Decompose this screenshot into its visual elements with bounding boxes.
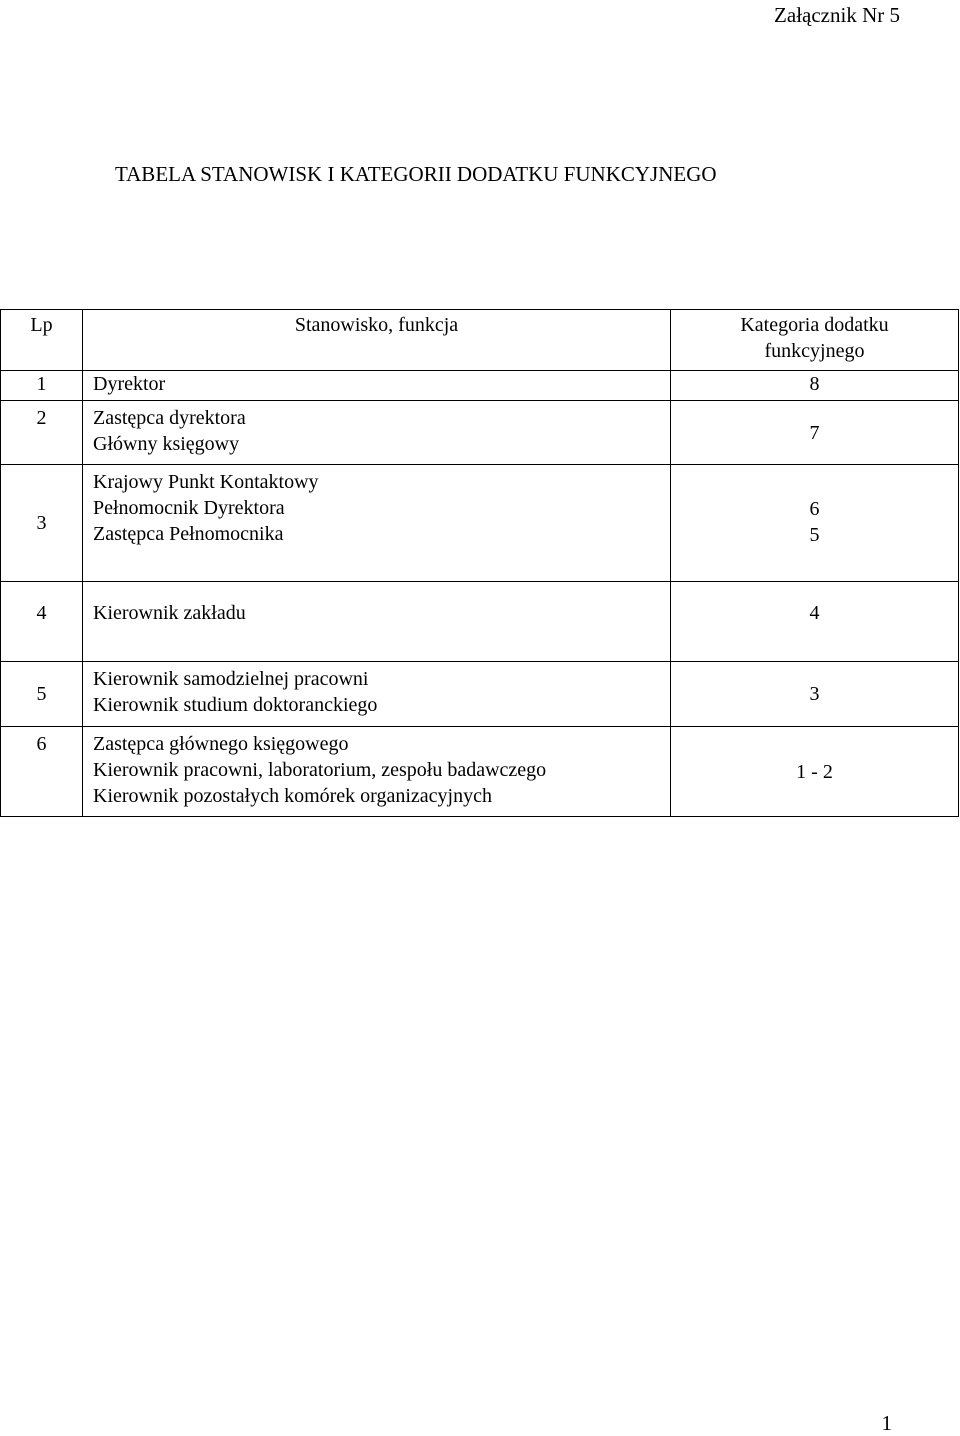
table-row	[1, 662, 959, 727]
row-lp: 4	[1, 582, 83, 662]
row-lp: 6	[1, 727, 83, 817]
header-position: Stanowisko, funkcja	[83, 310, 671, 371]
row-position: Krajowy Punkt Kontaktowy Pełnomocnik Dyrektora Zastępca Pełnomocnika	[83, 465, 671, 582]
row-position: Dyrektor	[83, 371, 671, 401]
row-position: Kierownik zakładu	[83, 582, 671, 662]
annex-label: Załącznik Nr 5	[774, 3, 900, 27]
row-lp: 3	[1, 465, 83, 582]
row-position: Zastępca dyrektora Główny księgowy	[83, 401, 671, 465]
row-category: 3	[671, 662, 959, 727]
row-category: 1 - 2	[671, 727, 959, 817]
positions-table	[0, 309, 959, 817]
table-header-row	[1, 310, 959, 371]
row-category: 6 5	[671, 465, 959, 582]
row-category: 8	[671, 371, 959, 401]
header-lp: Lp	[1, 310, 83, 371]
row-category: 4	[671, 582, 959, 662]
document-title: TABELA STANOWISK I KATEGORII DODATKU FUNKCYJNEGO	[115, 162, 717, 186]
table-row	[1, 727, 959, 817]
row-position: Kierownik samodzielnej pracowni Kierownik studium doktoranckiego	[83, 662, 671, 727]
row-lp: 2	[1, 401, 83, 465]
row-lp: 1	[1, 371, 83, 401]
row-position: Zastępca głównego księgowego Kierownik pracowni, laboratorium, zespołu badawczego Kierownik pozostałych komórek organizacyjnych	[83, 727, 671, 817]
table-row	[1, 371, 959, 401]
header-category: Kategoria dodatku funkcyjnego	[671, 310, 959, 371]
table-row	[1, 401, 959, 465]
page-number: 1	[881, 1411, 892, 1435]
table-row	[1, 582, 959, 662]
row-category: 7	[671, 401, 959, 465]
table-row	[1, 465, 959, 582]
row-lp: 5	[1, 662, 83, 727]
